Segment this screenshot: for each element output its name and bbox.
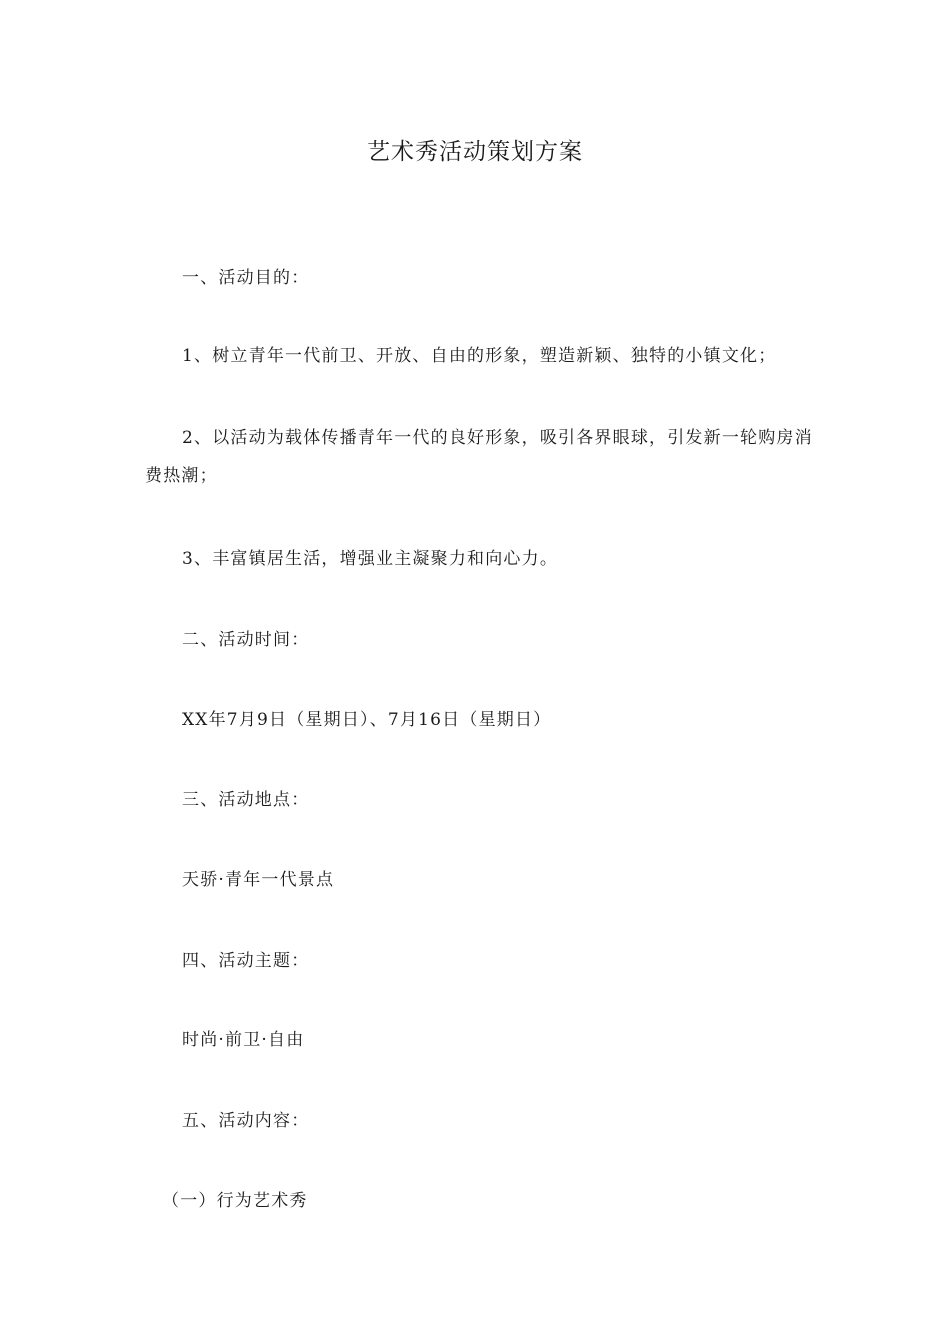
purpose-item-3: 3、丰富镇居生活，增强业主凝聚力和向心力。 <box>182 549 559 569</box>
document-title: 艺术秀活动策划方案 <box>367 139 583 165</box>
activity-time-text: XX年7月9日（星期日）、7月16日（星期日） <box>182 710 552 730</box>
activity-location-text: 天骄·青年一代景点 <box>182 870 335 890</box>
heading-activity-purpose: 一、活动目的： <box>182 268 310 288</box>
heading-activity-content: 五、活动内容： <box>182 1111 310 1131</box>
purpose-item-2: 2、以活动为载体传播青年一代的良好形象，吸引各界眼球，引发新一轮购房消费热潮； <box>145 428 813 486</box>
purpose-item-1: 1、树立青年一代前卫、开放、自由的形象，塑造新颖、独特的小镇文化； <box>182 346 777 366</box>
heading-activity-time: 二、活动时间： <box>182 630 310 650</box>
heading-activity-theme: 四、活动主题： <box>182 951 310 971</box>
heading-activity-location: 三、活动地点： <box>182 790 310 810</box>
content-subheading-1: （一）行为艺术秀 <box>162 1191 308 1211</box>
activity-theme-text: 时尚·前卫·自由 <box>182 1030 305 1050</box>
